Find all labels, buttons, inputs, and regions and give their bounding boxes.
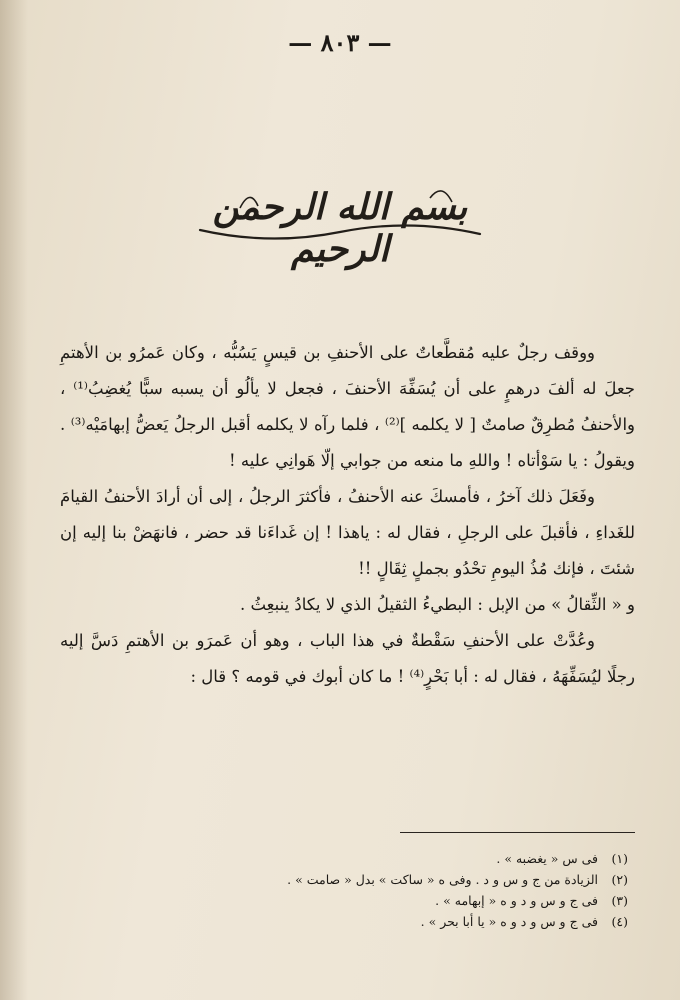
page-number: — ٨٠٣ — (288, 28, 392, 57)
spine-shadow (0, 0, 28, 1000)
footnote-3 (140, 890, 628, 911)
footnote-text: فى ج و س و د و ه « يا أبا بحر » . (420, 914, 599, 929)
paragraph-4: وعُدَّتْ على الأحنفِ سَقْطةٌ في هذا الباب ، وهو أن عَمرَو بن الأهتمِ دَسَّ إليه رجلًا ليُسَفِّهَهُ ، فقال له : أبا بَحْرٍ⁽⁴⁾ ! ما كان أبوك في قومه ؟ قال : (60, 631, 635, 686)
footnote-divider (400, 832, 635, 833)
main-text (60, 335, 635, 695)
paragraph-2: وفَعَلَ ذلك آخرُ ، فأمسكَ عنه الأحنفُ ، فأكثرَ الرجلُ ، إلى أن أرادَ الأحنفُ القيامَ للغَداءِ ، فأقبلَ على الرجلِ ، فقال له : ياهذا ! إن غَداءَنا قد حضر ، فانهَضْ بنا إليه إن شئتَ ، فإنك مُذُ اليومِ تحْدُو بجملٍ ثِقَالٍ !! (60, 487, 635, 578)
paragraph-3: و « الثِّقالُ » من الإبل : البطيءُ الثقيلُ الذي لا يكادُ ينبعِثُ . (239, 595, 635, 614)
paragraph-1: ووقف رجلٌ عليه مُقطَّعاتٌ على الأحنفِ بن قيسٍ يَسُبُّه ، وكان عَمرُو بن الأهتمِ جعلَ له ألفَ درهمٍ على أن يُسَفِّهَ الأحنفَ ، فجعل لا يألُو أن يسبه سبًّا يُغضِبُ⁽¹⁾ ، والأحنفُ مُطرِقٌ صامتٌ [ لا يكلمه ]⁽²⁾ ، فلما رآه لا يكلمه أقبل الرجلُ يَعضُّ إبهامَيْه⁽³⁾ . ويقولُ : يا سَوْأتاه ! واللهِ ما منعه من جوابي إلّا هَوانِي عليه ! (60, 343, 635, 470)
basmala-text: بسم الله الرحمن الرحيم (212, 186, 468, 270)
footnote-number: (٤) (611, 914, 628, 929)
footnote-number: (٣) (611, 893, 628, 908)
footnote-text: الزيادة من ج و س و د . وفى ه « ساكت » بدل « صامت » . (287, 872, 599, 887)
footnote-2 (140, 869, 628, 890)
footnote-text: فى س « يغضبه » . (496, 851, 599, 866)
footnote-1 (140, 848, 628, 869)
footnotes (140, 848, 628, 932)
footnote-number: (١) (611, 851, 628, 866)
footnote-text: فى ج و س و د و ه « إبهامه » . (435, 893, 599, 908)
basmala-calligraphy (180, 168, 500, 270)
footnote-4 (140, 911, 628, 932)
footnote-number: (٢) (611, 872, 628, 887)
